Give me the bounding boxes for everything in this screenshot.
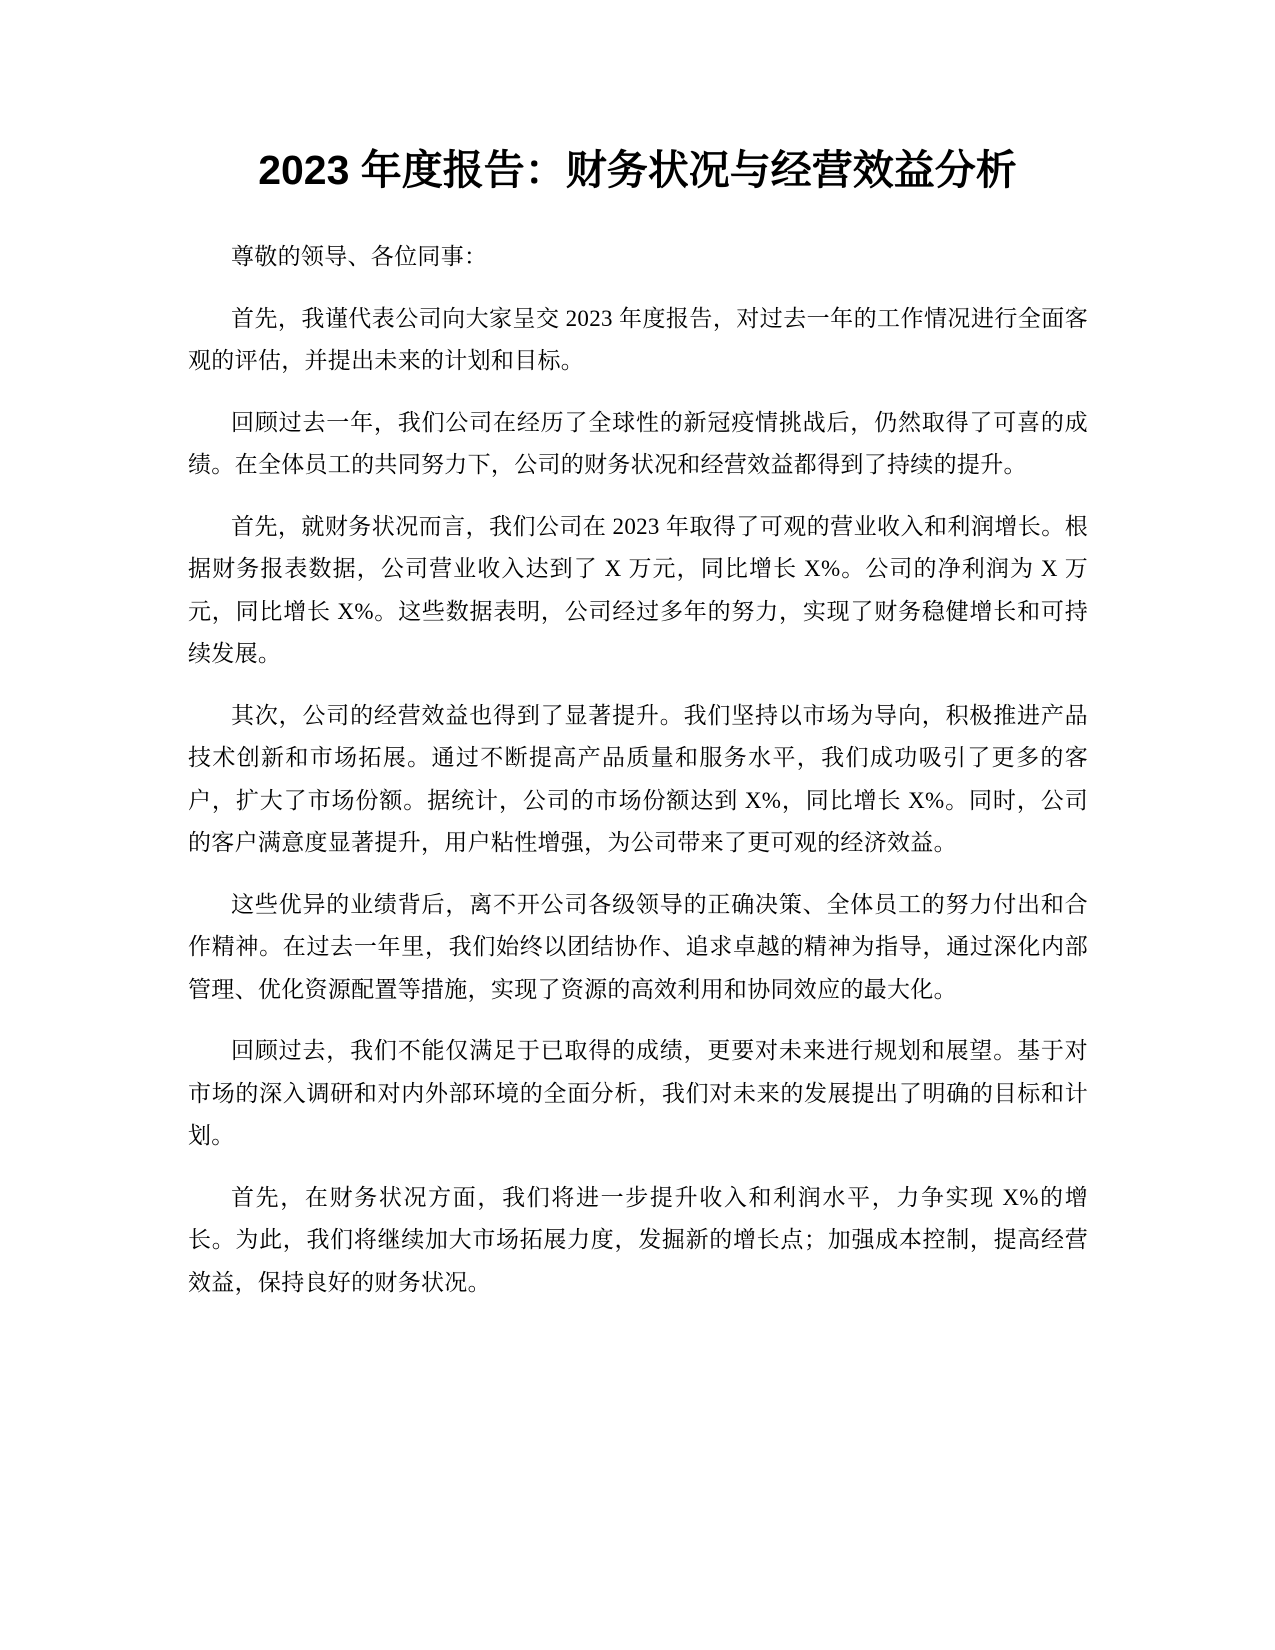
- paragraph: 回顾过去一年，我们公司在经历了全球性的新冠疫情挑战后，仍然取得了可喜的成绩。在全体员工的共同努力下，公司的财务状况和经营效益都得到了持续的提升。: [188, 409, 1088, 477]
- document-body: [188, 236, 1088, 1323]
- document-title: 2023 年度报告：财务状况与经营效益分析: [258, 147, 1017, 193]
- paragraph-salutation: 尊敬的领导、各位同事：: [231, 244, 488, 269]
- paragraph: 回顾过去，我们不能仅满足于已取得的成绩，更要对未来进行规划和展望。基于对市场的深入调研和对内外部环境的全面分析，我们对未来的发展提出了明确的目标和计划。: [188, 1038, 1088, 1148]
- paragraph: 这些优异的业绩背后，离不开公司各级领导的正确决策、全体员工的努力付出和合作精神。在过去一年里，我们始终以团结协作、追求卓越的精神为指导，通过深化内部管理、优化资源配置等措施，实现了资源的高效利用和协同效应的最大化。: [188, 891, 1088, 1002]
- paragraph: 首先，我谨代表公司向大家呈交 2023 年度报告，对过去一年的工作情况进行全面客观的评估，并提出未来的计划和目标。: [188, 305, 1088, 373]
- paragraph: 其次，公司的经营效益也得到了显著提升。我们坚持以市场为导向，积极推进产品技术创新和市场拓展。通过不断提高产品质量和服务水平，我们成功吸引了更多的客户，扩大了市场份额。据统计，公司的市场份额达到 X%，同比增长 X%。同时，公司的客户满意度显著提升，用户粘性增强，为公司带来了更可观的经济效益。: [188, 702, 1088, 855]
- paragraph: 首先，在财务状况方面，我们将进一步提升收入和利润水平，力争实现 X%的增长。为此，我们将继续加大市场拓展力度，发掘新的增长点；加强成本控制，提高经营效益，保持良好的财务状况。: [188, 1184, 1088, 1295]
- paragraph: 首先，就财务状况而言，我们公司在 2023 年取得了可观的营业收入和利润增长。根据财务报表数据，公司营业收入达到了 X 万元，同比增长 X%。公司的净利润为 X 万元，同比增长 X%。这些数据表明，公司经过多年的努力，实现了财务稳健增长和可持续发展。: [188, 513, 1088, 666]
